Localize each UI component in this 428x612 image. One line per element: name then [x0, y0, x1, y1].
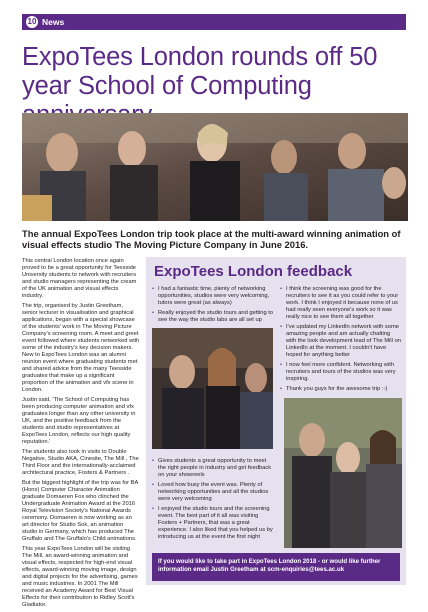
feedback-column-left-bottom: [152, 458, 274, 544]
feedback-item: • I had a fantastic time, plenty of networking opportunities, studios were very welcoming, tutors were great (as always): [152, 286, 274, 307]
feedback-item: • I've updated my LinkedIn network with some amazing people and am actually chatting with the look development lead of The Mill on LinkedIn at the moment. I couldn't have hoped for anything better: [280, 324, 402, 359]
body-paragraph: But the biggest highlight of the trip was for BA (Hons) Computer Character Animation graduate Domaeren Fox who clinched the Undergraduate Animation Award at the 2016 Royal Television Society's National Awards ceremony. Domaeren is now working as an art director for Studio Sok, an animation studio in Germany, which has produced The Gruffalo and The Gruffalo's Child animations.: [22, 480, 139, 542]
feedback-item: • Thank you guys for the awesome trip :-): [280, 386, 402, 393]
feedback-item: • Really enjoyed the studio tours and getting to see the way the studio labs are all set up: [152, 310, 274, 324]
feedback-item: • I think the screening was good for the recruiters to see it as you could refer to your work. I think I enjoyed it because none of us had really seen everyone's work so it was really nice to see them all together: [280, 286, 402, 321]
article-headline: ExpoTees London rounds off 50 year School of Computing: [22, 43, 378, 100]
section-label: News: [42, 17, 65, 27]
body-paragraph: This central London location once again proved to be a great opportunity for Teesside University students to network with recruiters and studio managers representing the cream of the UK animation and visual effects industry.: [22, 258, 137, 299]
header-bar: [22, 14, 406, 30]
body-paragraph: Justin said, 'The School of Computing has been producing computer animation and vfx graduates longer than any other university in UK, and the positive feedback from the students and studio representatives at ExpoTees London, reflects our high quality reputation.': [22, 397, 136, 445]
body-paragraph: The trip, organised by Justin Greetham, senior lecturer in visualisation and graphical applications, began with a special showcase of the students' work in The Moving Picture Company's screening room. A meet and greet event followed where students networked with some of the industry's key decision makers. New to ExpoTees London was an alumni reunion event where graduating students met and shared advice from the many Teesside graduates that make up a significant proportion of the animation and vfx scene in London.: [22, 303, 140, 393]
feedback-title: ExpoTees London feedback: [154, 263, 353, 280]
body-paragraph: The students also took in visits to Double Negative, Studio AKA, Cinesite, The Mill , The Third Floor and the internationally-acclaimed architectural practice, Fosters & Partners .: [22, 449, 139, 476]
contact-call-to-action: If you would like to take part in ExpoTees London 2018 - or would like further information email Justin Greetham at scm-enquiries@tees.ac.uk: [152, 553, 400, 581]
photo-students-group: [284, 398, 402, 548]
feedback-item: • I now feel more confident. Networking with recruiters and tours of the studios was very inspiring.: [280, 362, 402, 383]
page-number: 10: [27, 17, 37, 26]
feedback-column-left-top: [152, 286, 274, 327]
feedback-column-right: [280, 286, 402, 396]
photo-students-event: [152, 328, 273, 449]
hero-photo-networking-event: [22, 113, 408, 221]
feedback-item: • Gives students a great opportunity to meet the right people in industry and get feedback on your showreels: [152, 458, 274, 479]
feedback-item: • Loved how busy the event was. Plenty of networking opportunities and all the studios were very welcoming: [152, 482, 274, 503]
body-paragraph: This year ExpoTees London will be visiting The Mill, an award-winning animation and visual effects, respected for high-end visual effects, award-winning moving image, design and digital projects for the advertising, games and music industries. In 2001 The Mill received an Academy Award for Best Visual Effects for their contribution to Ridley Scott's Gladiator.: [22, 546, 138, 608]
article-body: [22, 258, 140, 612]
intro-paragraph: The annual ExpoTees London trip took place at the multi-award winning animation of visual effects studio The Moving Picture Company in June 2016.: [22, 228, 401, 251]
feedback-item: • I enjoyed the studio tours and the screening event. The best part of it all was visiting Fosters + Partners, that was a great experience. I also liked that you helped us by introducing us at the event the first night: [152, 506, 274, 541]
